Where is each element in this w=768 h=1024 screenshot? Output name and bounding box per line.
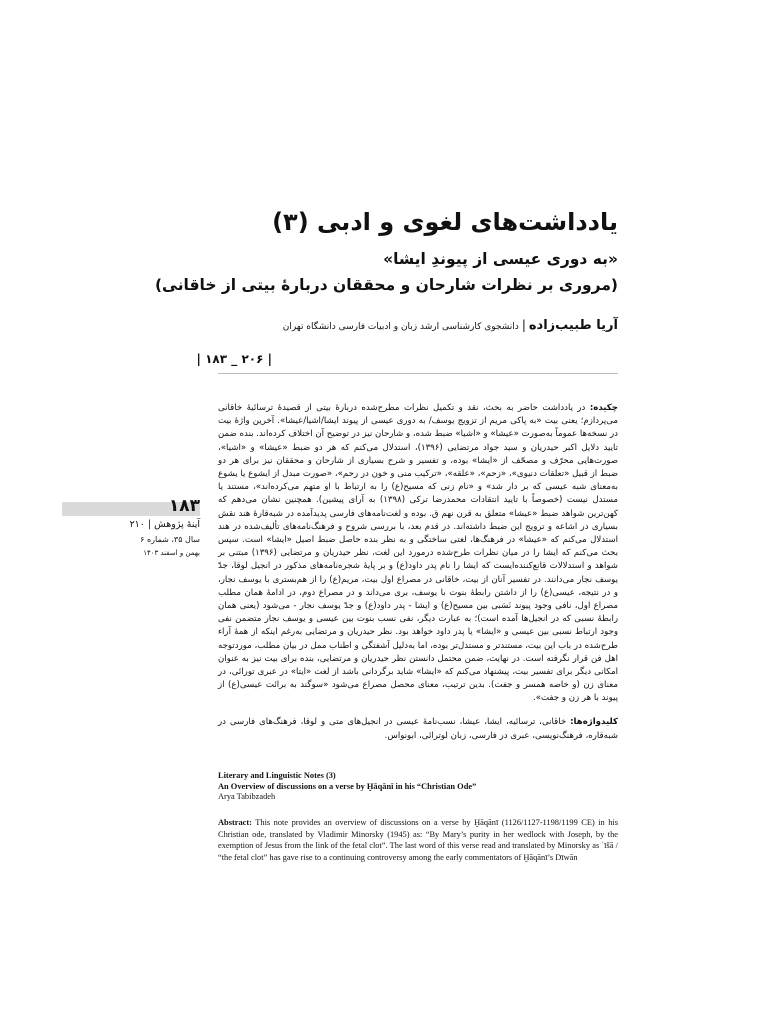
author-affiliation: دانشجوی کارشناسی ارشد زبان و ادبیات فارسی دانشگاه تهران [282,322,519,332]
article-title: یادداشت‌های لغوی و ادبی (۳) [272,208,618,236]
english-abstract [218,817,618,863]
abstract-text: در یادداشت حاضر به بحث، نقد و تکمیل نظرات مطرح‌شده دربارهٔ بیتی از قصیدهٔ ترسائیهٔ خاقانی می‌پردازم؛ یعنی بیت «به پاکی مریم از تزویج یوسف/ به دوری عیسی از پیوند ایشا/اشیا/عیشا». آخرین واژهٔ بیت در نسخه‌ها عموماً به‌صورت «عیشا» و «اشیا» ضبط شده، و شارحان نیز در توضیح آن اختلاف کرده‌اند. بنده ضمن تایید دلایل اکبر حیدریان و سید جواد مرتضایی (۱۳۹۶)، استدلال می‌کنم که هر دو ضبط «عیشا» و «اشیا»، صورت‌هایی محرّف و مصحّف از «ایشا» بوده، و تفسیر و شرح بسیاری از شارحان و محققان نیز برای هر دو ضبط از قبیل «تعلقات دنیوی»، «زحم»، «علقه»، «ترکیب منی و خون در رحم»، «صورت مبدل از ایشوع یا یشوع به‌معنای شبه عیسی که بر دار شد» و «نام زنی که مسیح(ع) را به ارتباط با او متهم می‌کرده‌اند»، مستند یا مستدل نیست (خصوصاً با تایید انتقادات محمدرضا ترکی (۱۳۹۸) به آرای پیشین). همچنین نشان می‌دهم که کهن‌ترین شواهد ضبط «عیشا» متعلق به قرن نهم ق. بوده و لغت‌نامه‌های فارسی پدیدآمده در شبه‌قارهٔ هند نقش بسیاری در اشاعه و ترویج این ضبط داشته‌اند. در قدم بعد، با بررسی شروح و فرهنگ‌نامه‌های تألیف‌شده در هند استدلال می‌کنم که «عیشا» در فرهنگ‌ها، لغتی ساختگی و به نظر بنده حاصل ضبط اصیل «ایشا» است. سپس بحث می‌کنم که ایشا را در میان نظرات طرح‌شده درمورد این لغت، نظر حیدریان و مرتضایی (۱۳۹۶) مبتنی بر شواهد و استدلالات قانع‌کننده‌ایست که ایشا را نام پدر داود(ع) و بر پایهٔ شجره‌نامه‌های مذکور در انجیل لوقا، جدّ یوسف نجار می‌دانند. در تفسیر آنان از بیت، خاقانی در مصراع اول بیت، مریم(ع) را از هم‌بستری با یوسف نجار، و در نتیجه، عیسی(ع) را از داشتن رابطهٔ بنوت با یوسف، بری می‌داند و در مصراع دوم، در ادامهٔ همان مطلب مصراع اول، نافی وجود پیوند نَسَبی بین مسیح(ع) و ایشا - پدر داود(ع) و جدّ یوسف نجار - می‌شود (یعنی همان رابطهٔ نسبی که در انجیل‌ها آمده است)؛ به عبارت دیگر، نفی نسب بنوت بین عیسی و یوسف نجار متضمن نفی وجود ارتباط نسبی بین عیسی و «ایشا» یا پدر داود خواهد بود. نظر حیدریان و مرتضایی به‌رغم اینکه از همهٔ آراء طرح‌شده در باب این بیت، مستندتر و مستدل‌تر بوده، اما به‌دلیل آشفتگی و اطناب ممل در بیان مطلب، موردتوجه اهل فن قرار نگرفته است. در نهایت، ضمن محتمل دانستن نظر حیدریان و مرتضایی، بنده برای بیت نیز به عنوان امکانی دیگر برای تفسیر بیت، پیشنهاد می‌کنم که «ایشا» شاید برگردانی باشد از لغت «ایتا» در عبری تورائی، در معنای زن (و خاصه همسر و جفت). بدین ترتیب، معنای محصل مصراع می‌شود «سوگند به برائت عیسی(ع) از پیوند با هر زن و جفت». [218,403,618,704]
margin-page-number: ۱۸۳ [168,496,200,516]
margin-journal: آینهٔ پژوهش | ۲۱۰ [129,519,200,530]
author-name: آریا طبیب‌زاده [528,318,618,333]
page-range: | ۲۰۶ _ ۱۸۳ | [196,352,272,366]
keywords-label: کلیدواژه‌ها: [570,717,618,727]
divider [218,373,618,374]
persian-keywords [218,716,618,743]
english-title: Literary and Linguistic Notes (3) [218,771,336,780]
article-subtitle-2: (مروری بر نظرات شارحان و محققان دربارهٔ بیتی از خاقانی) [154,276,618,294]
persian-abstract [218,402,618,706]
article-subtitle-1: «به دوری عیسی از پیوندِ ایشا» [383,250,618,268]
english-abstract-text: This note provides an overview of discussions on a verse by Ḫāqānī (1126/1127-1198/1199 CE) in his Christian ode, translated by Vladimir Minorsky (1945) as: “By Mary’s purity in her wedlock with Joseph, by the exemption of Jesus from the link of the fetal clot”. The last word of this verse read and translated by Minorsky as ʿīšā / “the fetal clot” has gave rise to a continuing controversy among the early commentators of Ḫāqānī’s Dīwān [218,818,618,862]
author-separator: | [521,318,526,332]
english-header [218,771,618,803]
english-subtitle: An Overview of discussions on a verse by Ḫāqānī in his “Christian Ode” [218,781,477,791]
english-abstract-label: Abstract: [218,818,252,827]
margin-date: بهمن و اسفند ۱۴۰۳ [143,549,200,557]
abstract-label: چکیده: [589,403,618,413]
keywords-text: خاقانی، ترسائیه، ایشا، عیشا، نسب‌نامهٔ عیسی در انجیل‌های متی و لوقا، فرهنگ‌های فارسی در شبه‌قاره، فرهنگ‌نویسی، عبری در فارسی، زبان لوترائی، ابونواس. [218,717,618,741]
english-author: Arya Tabibzadeh [218,792,276,801]
author-line [283,318,618,333]
margin-volume: سال ۳۵، شماره ۶ [140,535,200,544]
